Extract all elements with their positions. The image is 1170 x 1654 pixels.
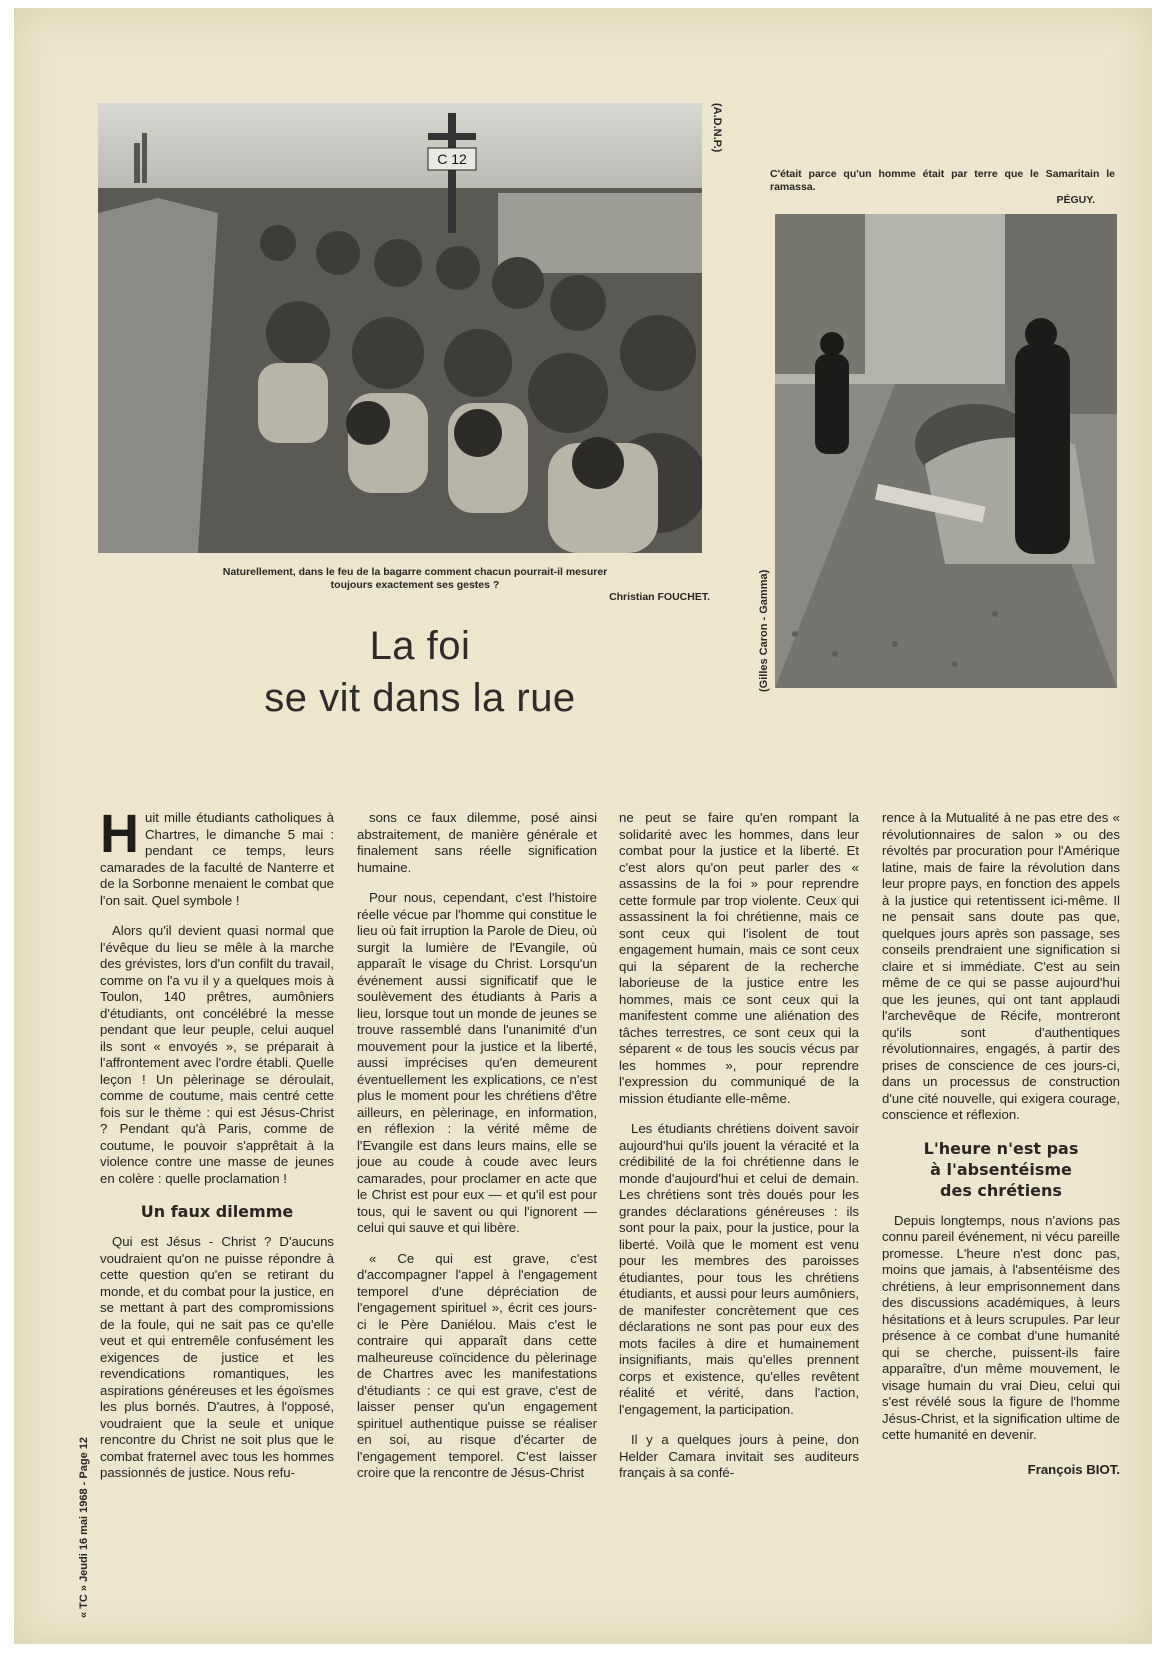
title-line2: se vit dans la rue (264, 676, 576, 720)
col3-para1: ne peut se faire qu'en rompant la solidarité avec les hommes, dans leur combat pour la justice et la liberté. Et c'est alors qu'on peut parler des « assassins de la foi » pour reprendre cette formule par trop violente. Ceux qui assassinent la foi chrétienne, mais ce sont ceux qui l'isolent de tout engagement humain, mais ce sont ceux qui la séparent de la recherche laborieuse de la justice entre les hommes, mais ce sont ceux qui la manifestent comme une aliénation des tâches terrestres, ce sont ceux qui la séparent « de tous les soucis vécus par les hommes », pour reprendre l'expression du communiqué de la mission étudiante elle-même. (619, 810, 859, 1106)
page-folio: « TC » Jeudi 16 mai 1968 - Page 12 (78, 1437, 90, 1618)
column-1 (100, 804, 334, 1496)
photo-left-caption (150, 566, 680, 592)
photo-right-credit: (Gilles Caron - Gamma) (758, 569, 770, 692)
caption-line2: toujours exactement ses gestes ? (330, 579, 500, 591)
h2-line2: à l'absentéisme (930, 1159, 1072, 1179)
col1-para2: Alors qu'il devient quasi normal que l'évêque du lieu se mêle à la marche des grévistes, lors d'un confilt du travail, comme on l'a vu il y a quelques mois à Toulon, 140 prêtres, aumôniers d'étudiants, ont concélébré la messe pendant que leur peuple, celui auquel ils sont « envoyés », se préparait à l'affrontement avec l'ordre établi. Quelle leçon ! Un pèlerinage se déroulait, comme de coutume, mais centré cette fois sur le thème : qui est Jésus-Christ ? Pendant qu'à Paris, comme de coutume, le pouvoir s'apprêtait à la violence contre une masse de jeunes en colère : quelle proclamation ! (100, 923, 334, 1186)
col1-para1: uit mille étudiants catholiques à Chartres, le dimanche 5 mai : pendant ce temps, leurs camarades de la faculté de Nanterre et de la Sorbonne menaient le combat que l'on sait. Quel symbole ! (100, 810, 334, 908)
caption-line1: Naturellement, dans le feu de la bagarre comment chacun pourrait-il mesurer (222, 566, 608, 578)
author-signature: François BIOT. (1027, 1461, 1120, 1477)
col3-para2: Les étudiants chrétiens doivent savoir aujourd'hui qu'ils jouent la véracité et la crédibilité de la foi chrétienne dans le monde d'aujourd'hui et celui de demain. Les chrétiens sont très doués pour les grandes déclarations généreuses : ils sont pour la paix, pour la justice, pour la liberté. Voilà que le moment est venu pour les membres des paroisses étudiantes, pour tous les chrétiens étudiants, et aussi pour leurs aumôniers, de manifester concrètement que ces déclarations ne sont pas pour eux des mots faciles à dire et humainement insignifiants, mais qu'elles prennent corps et existence, qu'elles revêtent réalité et vérité, dans l'action, l'engagement, la participation. (619, 1121, 859, 1417)
col1-para3: Qui est Jésus - Christ ? D'aucuns voudraient qu'on ne puisse répondre à cette question qu'en se retirant du monde, et du combat pour la justice, en se mettant à part des compromissions de la foule, qui ne sait pas ce qu'elle veut et qui entremêle confusément les exigences de justice et les revendications romantiques, les aspirations généreuses et les égoïsmes les plus bornés. D'autres, à l'opposé, voudraient que la seule et unique rencontre du Christ ne soit plus que le combat fraternel avec tous les hommes passionnés de justice. Nous refu- (100, 1234, 334, 1480)
title-line1: La foi (369, 624, 471, 668)
drop-cap: H (100, 804, 139, 864)
photo-pilgrims (98, 103, 702, 553)
epigraph-author: PÉGUY. (1056, 194, 1095, 206)
sign-c12: C 12 (437, 151, 467, 167)
column-2 (357, 810, 597, 1496)
col2-para3: « Ce qui est grave, c'est d'accompagner l'appel à l'engagement temporel d'une dépréciation de l'engagement spirituel », écrit ces jours-ci le Père Daniélou. Mais c'est le contraire qui apparaît dans cette malheureuse coïncidence du pèlerinage de Chartres avec les manifestations d'étudiants : ce qui est grave, c'est de laisser penser qu'un engagement spirituel authentique puisse se réaliser en soi, au risque d'écarter de l'engagement temporel. C'est laisser croire que la rencontre de Jésus-Christ (357, 1250, 597, 1480)
caption-author: Christian FOUCHET. (609, 591, 710, 603)
epigraph-text: C'était parce qu'un homme était par terre que le Samaritain le ramassa. (770, 168, 1115, 193)
h2-line1: L'heure n'est pas (923, 1138, 1079, 1158)
subheading-absenteisme (882, 1138, 1120, 1201)
column-3 (619, 810, 859, 1496)
h2-line3: des chrétiens (940, 1180, 1062, 1200)
photo-street (775, 214, 1117, 688)
subheading-faux-dilemme: Un faux dilemme (140, 1202, 294, 1221)
col4-para2: Depuis longtemps, nous n'avions pas connu pareil événement, ni vécu pareille promesse. L'heure n'est donc pas, moins que jamais, à l'absentéisme des chrétiens, à leur emprisonnement dans des discussions académiques, à leurs hésitations et à leurs scrupules. Par leur présence à ce combat d'une humanité qui se cherche, puissent-ils faire apparaître, d'un même mouvement, le visage humain du vrai Dieu, celui qui s'est révélé sous la figure de l'homme Jésus-Christ, et la signification ultime de cette humanité en devenir. (882, 1212, 1120, 1442)
col3-para3: Il y a quelques jours à peine, don Helder Camara invitait ses auditeurs français à sa confé- (619, 1432, 859, 1480)
photo-left-credit: (A.D.N.P.) (711, 103, 723, 153)
col4-para1: rence à la Mutualité à ne pas etre des « révolutionnaires de salon » ou des révoltés par procuration pour l'Amérique latine, mais de faire la révolution dans leur propre pays, en fonction des appels à la justice qui retentissent ici-même. Il ne pensait sans doute pas que, quelques jours après son passage, ses conseils prendraient une signification si claire et si immédiate. C'est au sein même de ce qui se passe aujourd'hui que les jeunes, qui ont tant applaudi l'archevêque de Récife, montreront qu'ils sont d'authentiques révolutionnaires, engagés, à partir des prises de conscience de ces jours-ci, dans un processus de construction d'une cité nouvelle, qui exigera courage, conscience et réflexion. (882, 810, 1120, 1122)
epigraph (770, 168, 1115, 207)
column-4 (882, 810, 1120, 1478)
article-title (150, 620, 690, 724)
col2-para1: sons ce faux dilemme, posé ainsi abstraitement, de manière générale et finalement sans réelle signification humaine. (357, 810, 597, 875)
col2-para2: Pour nous, cependant, c'est l'histoire réelle vécue par l'homme qui constitue le lieu où fait irruption la Parole de Dieu, où surgit la lumière de l'Evangile, où apparaît le visage du Christ. Lorsqu'un événement aussi significatif que le soulèvement des étudiants à Paris a lieu, lorsque tout un monde de jeunes se trouve rassemblé dans l'unanimité d'un mouvement pour la justice et la liberté, aussi imprécises qu'en demeurent éventuellement les explications, ce n'est plus le moment pour les chrétiens d'être ailleurs, en pèlerinage, en information, en réflexion : la vérité même de l'Evangile est dans leurs mains, elle se joue au coude à coude avec leurs camarades, pour proclamer en acte que le Christ est pour eux — et qu'il est pour tous, qui le savent ou qui l'ignorent — celui qui sauve et qui libère. (357, 890, 597, 1235)
